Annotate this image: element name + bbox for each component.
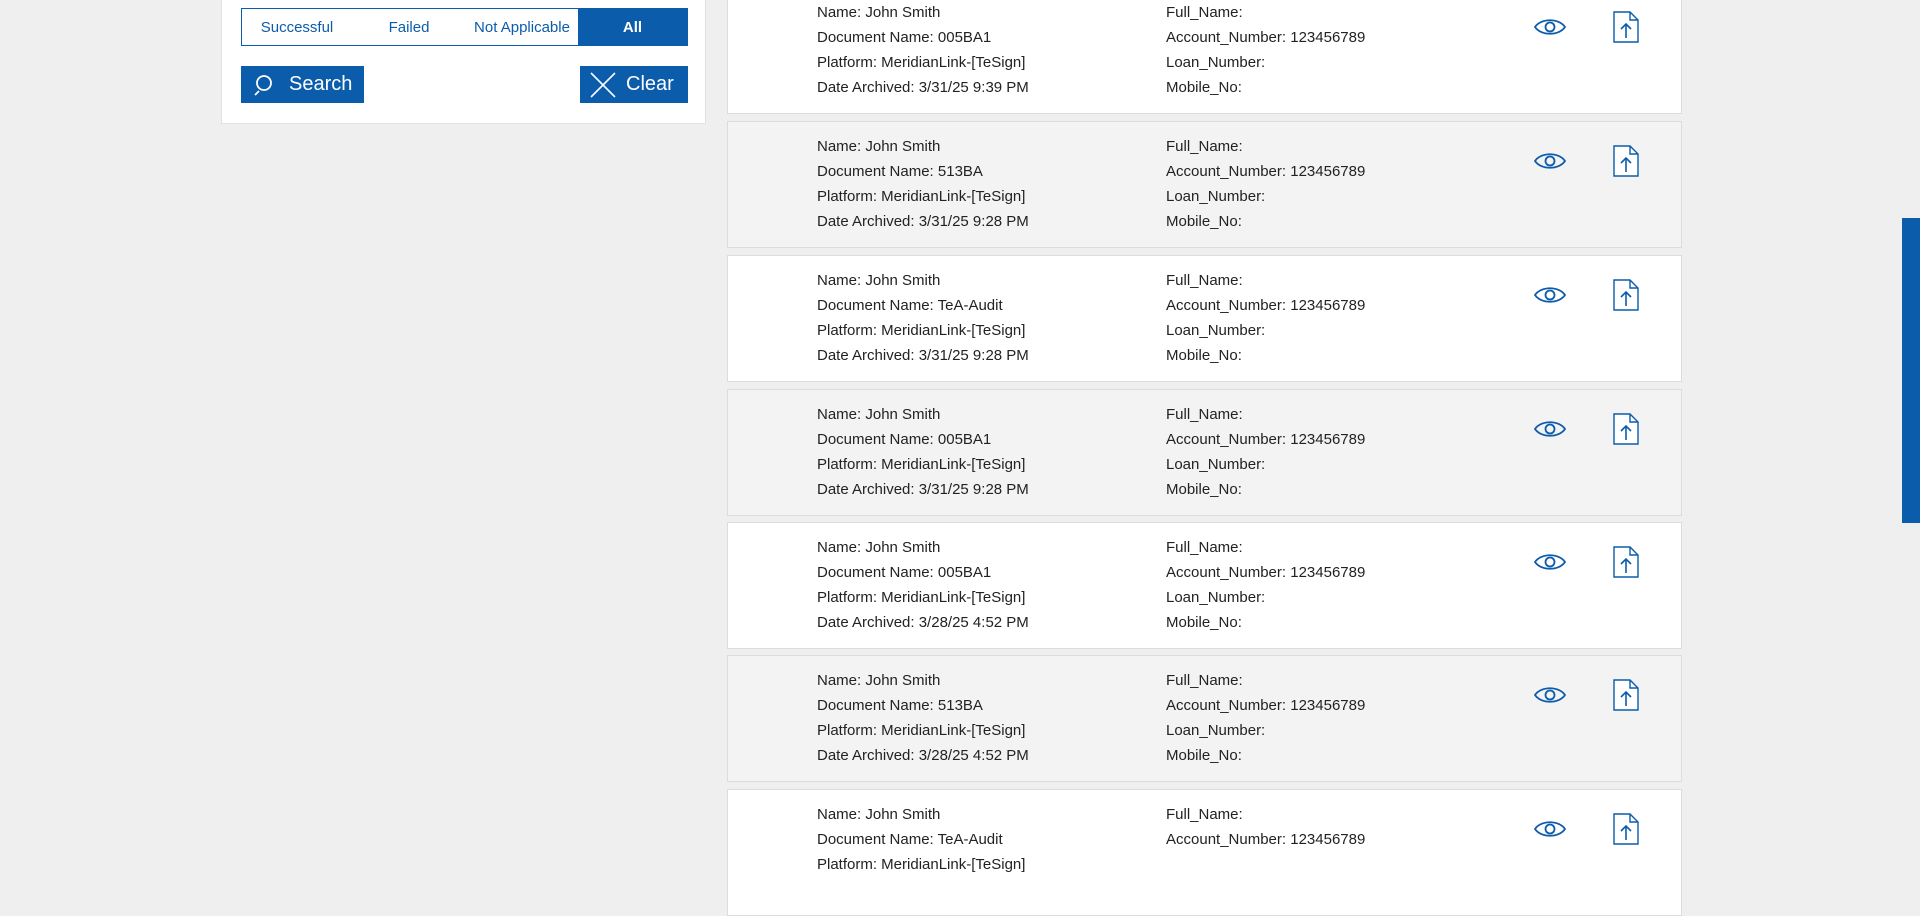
record-loan: Loan_Number: xyxy=(1166,54,1266,71)
filter-successful[interactable]: Successful xyxy=(260,18,334,36)
record-document: Document Name: TeA-Audit xyxy=(817,831,1003,848)
record-account: Account_Number: 123456789 xyxy=(1166,163,1366,180)
record-fields xyxy=(1166,0,1365,100)
record-full-name: Full_Name: xyxy=(1166,406,1243,423)
record-platform: Platform: MeridianLink-[TeSign] xyxy=(817,54,1026,71)
record-document: Document Name: 005BA1 xyxy=(817,29,992,46)
record-name: Name: John Smith xyxy=(817,539,941,556)
filter-panel xyxy=(221,0,706,124)
record-date: Date Archived: 3/31/25 9:28 PM xyxy=(817,347,1029,364)
filter-all[interactable]: All xyxy=(578,9,687,45)
clear-button[interactable] xyxy=(580,66,688,103)
record-mobile: Mobile_No: xyxy=(1166,213,1242,230)
record-details xyxy=(817,523,1029,635)
record-mobile: Mobile_No: xyxy=(1166,347,1242,364)
record-card xyxy=(727,389,1682,516)
record-document: Document Name: 513BA xyxy=(817,697,983,714)
record-name: Name: John Smith xyxy=(817,806,941,823)
record-details xyxy=(817,0,1029,100)
record-platform: Platform: MeridianLink-[TeSign] xyxy=(817,589,1026,606)
record-name: Name: John Smith xyxy=(817,406,941,423)
record-loan: Loan_Number: xyxy=(1166,589,1266,606)
record-mobile: Mobile_No: xyxy=(1166,747,1242,764)
record-name: Name: John Smith xyxy=(817,138,941,155)
file-upload-icon[interactable] xyxy=(1613,679,1639,711)
record-details xyxy=(817,122,1029,234)
record-fields xyxy=(1166,256,1365,368)
eye-icon[interactable] xyxy=(1533,682,1567,708)
search-button-label: Search xyxy=(289,73,353,95)
file-upload-icon[interactable] xyxy=(1613,11,1639,43)
record-platform: Platform: MeridianLink-[TeSign] xyxy=(817,322,1026,339)
record-card xyxy=(727,255,1682,382)
record-fields xyxy=(1166,122,1365,234)
record-loan: Loan_Number: xyxy=(1166,722,1266,739)
filter-failed[interactable]: Failed xyxy=(388,18,430,36)
record-details xyxy=(817,656,1029,768)
record-mobile: Mobile_No: xyxy=(1166,481,1242,498)
file-upload-icon[interactable] xyxy=(1613,813,1639,845)
record-account: Account_Number: 123456789 xyxy=(1166,29,1366,46)
record-loan: Loan_Number: xyxy=(1166,456,1266,473)
record-fields xyxy=(1166,523,1365,635)
record-document: Document Name: 005BA1 xyxy=(817,431,992,448)
record-fields xyxy=(1166,790,1365,852)
record-details xyxy=(817,256,1029,368)
record-date: Date Archived: 3/31/25 9:28 PM xyxy=(817,213,1029,230)
record-full-name: Full_Name: xyxy=(1166,4,1243,21)
record-fields xyxy=(1166,656,1365,768)
filter-not-applicable[interactable]: Not Applicable xyxy=(474,18,570,36)
search-button[interactable] xyxy=(241,66,364,103)
record-account: Account_Number: 123456789 xyxy=(1166,297,1366,314)
record-document: Document Name: TeA-Audit xyxy=(817,297,1003,314)
record-loan: Loan_Number: xyxy=(1166,322,1266,339)
record-full-name: Full_Name: xyxy=(1166,138,1243,155)
eye-icon[interactable] xyxy=(1533,282,1567,308)
scrollbar-thumb[interactable] xyxy=(1902,218,1920,523)
record-account: Account_Number: 123456789 xyxy=(1166,697,1366,714)
eye-icon[interactable] xyxy=(1533,816,1567,842)
status-filter-toggle xyxy=(241,8,688,46)
record-name: Name: John Smith xyxy=(817,672,941,689)
record-date: Date Archived: 3/28/25 4:52 PM xyxy=(817,614,1029,631)
eye-icon[interactable] xyxy=(1533,416,1567,442)
record-name: Name: John Smith xyxy=(817,272,941,289)
search-icon xyxy=(253,72,279,98)
record-details xyxy=(817,790,1025,877)
record-card xyxy=(727,655,1682,782)
record-name: Name: John Smith xyxy=(817,4,941,21)
file-upload-icon[interactable] xyxy=(1613,546,1639,578)
record-date: Date Archived: 3/31/25 9:39 PM xyxy=(817,79,1029,96)
eye-icon[interactable] xyxy=(1533,148,1567,174)
record-full-name: Full_Name: xyxy=(1166,806,1243,823)
record-card xyxy=(727,0,1682,114)
record-account: Account_Number: 123456789 xyxy=(1166,431,1366,448)
record-fields xyxy=(1166,390,1365,502)
file-upload-icon[interactable] xyxy=(1613,413,1639,445)
record-document: Document Name: 513BA xyxy=(817,163,983,180)
record-mobile: Mobile_No: xyxy=(1166,79,1242,96)
record-account: Account_Number: 123456789 xyxy=(1166,831,1366,848)
clear-button-label: Clear xyxy=(626,73,674,95)
record-date: Date Archived: 3/28/25 4:52 PM xyxy=(817,747,1029,764)
record-date: Date Archived: 3/31/25 9:28 PM xyxy=(817,481,1029,498)
record-full-name: Full_Name: xyxy=(1166,539,1243,556)
record-account: Account_Number: 123456789 xyxy=(1166,564,1366,581)
record-card xyxy=(727,789,1682,916)
record-card xyxy=(727,522,1682,649)
eye-icon[interactable] xyxy=(1533,549,1567,575)
record-card xyxy=(727,121,1682,248)
record-document: Document Name: 005BA1 xyxy=(817,564,992,581)
file-upload-icon[interactable] xyxy=(1613,145,1639,177)
file-upload-icon[interactable] xyxy=(1613,279,1639,311)
record-platform: Platform: MeridianLink-[TeSign] xyxy=(817,188,1026,205)
record-platform: Platform: MeridianLink-[TeSign] xyxy=(817,456,1026,473)
record-mobile: Mobile_No: xyxy=(1166,614,1242,631)
eye-icon[interactable] xyxy=(1533,14,1567,40)
record-details xyxy=(817,390,1029,502)
record-loan: Loan_Number: xyxy=(1166,188,1266,205)
record-platform: Platform: MeridianLink-[TeSign] xyxy=(817,722,1026,739)
record-platform: Platform: MeridianLink-[TeSign] xyxy=(817,856,1026,873)
record-full-name: Full_Name: xyxy=(1166,272,1243,289)
close-icon xyxy=(590,72,616,98)
record-full-name: Full_Name: xyxy=(1166,672,1243,689)
